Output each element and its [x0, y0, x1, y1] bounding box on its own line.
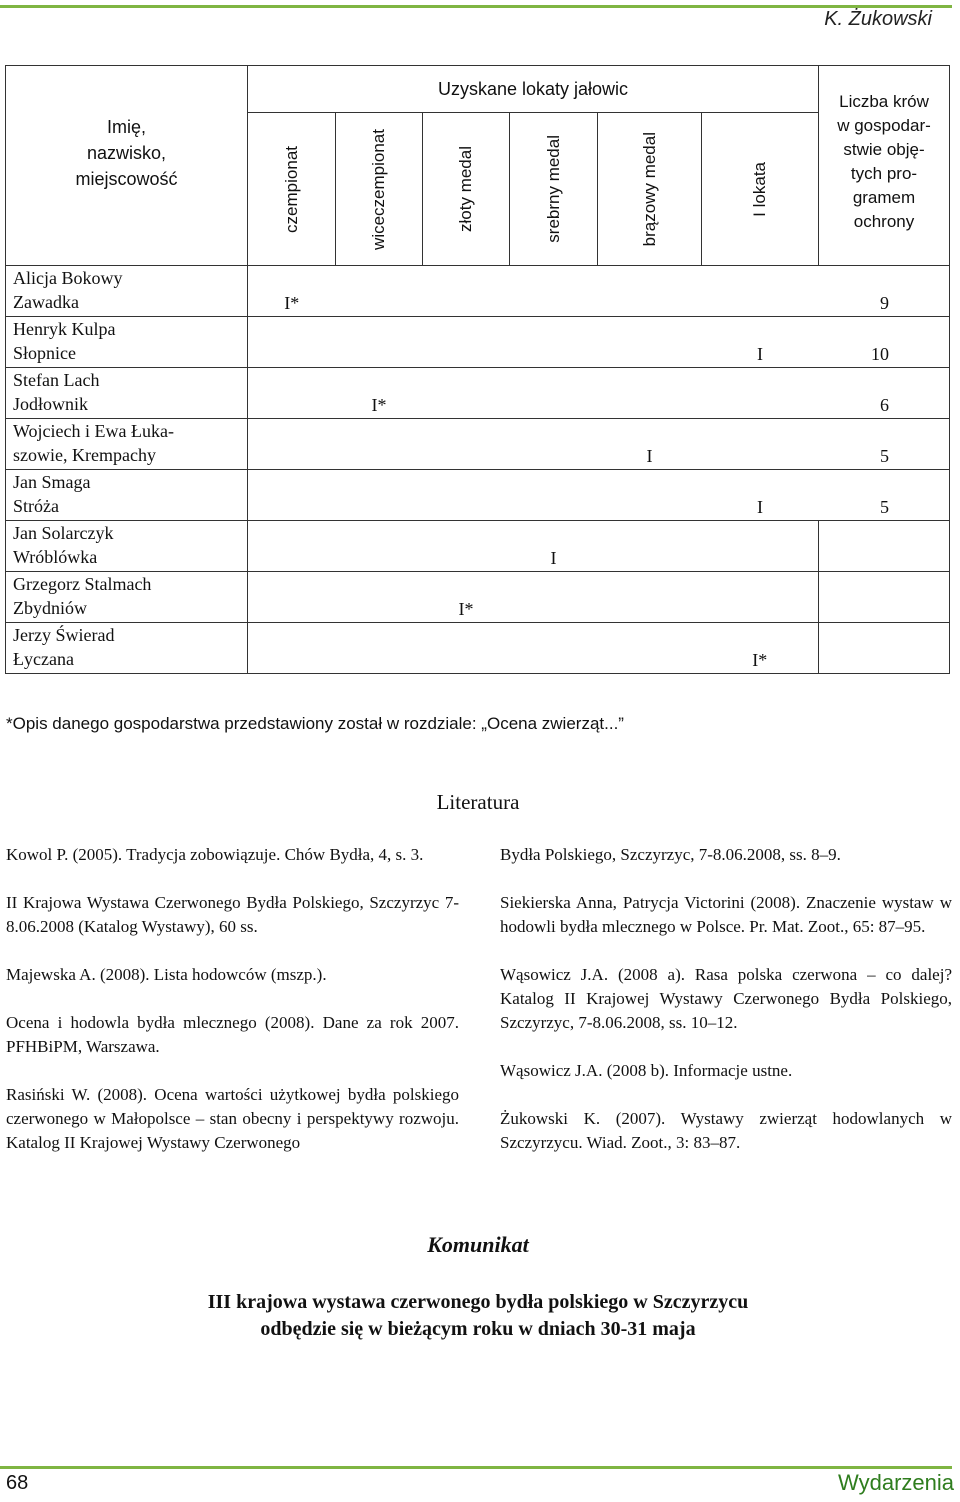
komunikat-line: III krajowa wystawa czerwonego bydła polskiego w Szczyrzycu — [207, 1291, 749, 1313]
award-cell — [423, 368, 510, 419]
table-row — [6, 521, 950, 572]
count-cell — [819, 521, 950, 572]
count-cell — [819, 572, 950, 623]
header-name-line: miejscowość — [75, 169, 178, 189]
award-cell — [248, 368, 336, 419]
name-cell: Henryk Kulpa Słopnice — [6, 317, 248, 368]
award-cell — [702, 521, 819, 572]
award-cell — [510, 317, 598, 368]
award-cell — [248, 419, 336, 470]
komunikat-heading: Komunikat — [427, 1232, 529, 1257]
award-cell — [598, 572, 702, 623]
reference-item: II Krajowa Wystawa Czerwonego Bydła Polskiego, Szczyrzyc 7-8.06.2008 (Katalog Wystawy), 60 ss. — [6, 893, 459, 936]
header-count-line: ochrony — [853, 212, 915, 231]
award-cell: I* — [336, 368, 423, 419]
reference-item: Majewska A. (2008). Lista hodowców (mszp.). — [6, 965, 327, 984]
count-cell: 10 — [819, 317, 950, 368]
name-cell: Jan Solarczyk Wróblówka — [6, 521, 248, 572]
table-footnote: *Opis danego gospodarstwa przedstawiony został w rozdziale: „Ocena zwierząt...” — [6, 714, 624, 733]
award-cell — [336, 419, 423, 470]
table-row — [6, 266, 950, 317]
count-cell — [819, 623, 950, 674]
award-cell — [248, 623, 336, 674]
header-count-line: Liczba krów — [839, 92, 929, 111]
award-cell — [248, 470, 336, 521]
award-cell — [248, 317, 336, 368]
header-col-czempionat: czempionat — [248, 113, 336, 266]
header-name-line: nazwisko, — [86, 143, 167, 163]
header-group: Uzyskane lokaty jałowic — [248, 66, 819, 113]
header-col-brazowy: brązowy medal — [598, 113, 702, 266]
count-cell: 9 — [819, 266, 950, 317]
footer-rule — [0, 1466, 952, 1469]
reference-item: Rasiński W. (2008). Ocena wartości użytkowej bydła polskiego czerwonego w Małopolsce – stan obecny i perspektywy rozwoju. Katalog II Krajowej Wystawy Czerwonego — [6, 1085, 459, 1152]
award-cell — [510, 623, 598, 674]
award-cell: I — [510, 521, 598, 572]
table-row — [6, 623, 950, 674]
header-name-cell — [6, 66, 248, 266]
reference-item: Ocena i hodowla bydła mlecznego (2008). Dane za rok 2007. PFHBiPM, Warszawa. — [6, 1013, 459, 1056]
award-cell — [336, 317, 423, 368]
table-row — [6, 470, 950, 521]
reference-item: Żukowski K. (2007). Wystawy zwierząt hodowlanych w Szczyrzycu. Wiad. Zoot., 3: 83–87. — [500, 1109, 952, 1152]
name-cell: Alicja Bokowy Zawadka — [6, 266, 248, 317]
award-cell: I — [702, 470, 819, 521]
award-cell — [248, 572, 336, 623]
award-cell — [423, 266, 510, 317]
award-cell — [702, 368, 819, 419]
header-col-zloty: złoty medal — [423, 113, 510, 266]
header-count-line: tych pro- — [850, 164, 918, 183]
award-cell — [423, 470, 510, 521]
award-cell — [598, 368, 702, 419]
name-cell: Jerzy Świerad Łyczana — [6, 623, 248, 674]
reference-item: Bydła Polskiego, Szczyrzyc, 7-8.06.2008, ss. 8–9. — [500, 845, 841, 864]
award-cell: I* — [248, 266, 336, 317]
award-cell: I* — [423, 572, 510, 623]
reference-item: Wąsowicz J.A. (2008 a). Rasa polska czerwona – co dalej? Katalog II Krajowej Wystawy Czerwonego Bydła Polskiego, Szczyrzyc, 7-8.06.2008, ss. 10–12. — [500, 965, 952, 1032]
reference-item: Siekierska Anna, Patrycja Victorini (2008). Znaczenie wystaw w hodowli bydła mlecznego w Polsce. Pr. Mat. Zoot., 65: 87–95. — [500, 893, 952, 936]
literature-heading: Literatura — [436, 790, 520, 814]
award-cell — [598, 521, 702, 572]
header-count-line: stwie obję- — [843, 140, 925, 159]
award-cell — [423, 317, 510, 368]
award-cell — [598, 266, 702, 317]
reference-item: Kowol P. (2005). Tradycja zobowiązuje. Chów Bydła, 4, s. 3. — [6, 845, 424, 864]
award-cell — [336, 572, 423, 623]
page-number: 68 — [6, 1472, 29, 1494]
award-cell — [510, 368, 598, 419]
table-row — [6, 317, 950, 368]
count-cell: 6 — [819, 368, 950, 419]
award-cell: I* — [702, 623, 819, 674]
header-rule — [0, 5, 952, 8]
komunikat-text — [0, 1289, 956, 1343]
section-name: Wydarzenia — [838, 1470, 954, 1495]
award-cell — [423, 419, 510, 470]
references-left-column — [6, 843, 459, 1179]
award-cell — [510, 419, 598, 470]
header-col-wiceczempionat: wiceczempionat — [336, 113, 423, 266]
header-col-srebrny: srebrny medal — [510, 113, 598, 266]
reference-item: Wąsowicz J.A. (2008 b). Informacje ustne. — [500, 1061, 793, 1080]
award-cell — [510, 470, 598, 521]
table-row — [6, 572, 950, 623]
award-cell — [423, 623, 510, 674]
name-cell: Jan Smaga Stróża — [6, 470, 248, 521]
award-cell — [702, 419, 819, 470]
header-col-i-lokata: I lokata — [702, 113, 819, 266]
results-table — [5, 65, 950, 674]
award-cell — [248, 521, 336, 572]
award-cell — [598, 317, 702, 368]
award-cell — [336, 623, 423, 674]
award-cell — [510, 266, 598, 317]
count-cell: 5 — [819, 419, 950, 470]
award-cell — [336, 470, 423, 521]
name-cell: Grzegorz Stalmach Zbydniów — [6, 572, 248, 623]
award-cell: I — [702, 317, 819, 368]
award-cell — [598, 470, 702, 521]
references-right-column — [500, 843, 952, 1179]
running-head: K. Żukowski — [824, 8, 932, 30]
header-count-line: gramem — [852, 188, 916, 207]
count-cell: 5 — [819, 470, 950, 521]
award-cell — [702, 572, 819, 623]
name-cell: Wojciech i Ewa Łuka- szowie, Krempachy — [6, 419, 248, 470]
award-cell: I — [598, 419, 702, 470]
header-count-line: w gospodar- — [837, 116, 931, 135]
header-name-line: Imię, — [106, 117, 146, 137]
table-row — [6, 419, 950, 470]
award-cell — [510, 572, 598, 623]
award-cell — [336, 521, 423, 572]
award-cell — [336, 266, 423, 317]
table-row — [6, 368, 950, 419]
award-cell — [423, 521, 510, 572]
komunikat-line: odbędzie się w bieżącym roku w dniach 30-31 maja — [260, 1318, 696, 1340]
award-cell — [598, 623, 702, 674]
award-cell — [702, 266, 819, 317]
name-cell: Stefan Lach Jodłownik — [6, 368, 248, 419]
header-count-cell — [819, 66, 950, 266]
